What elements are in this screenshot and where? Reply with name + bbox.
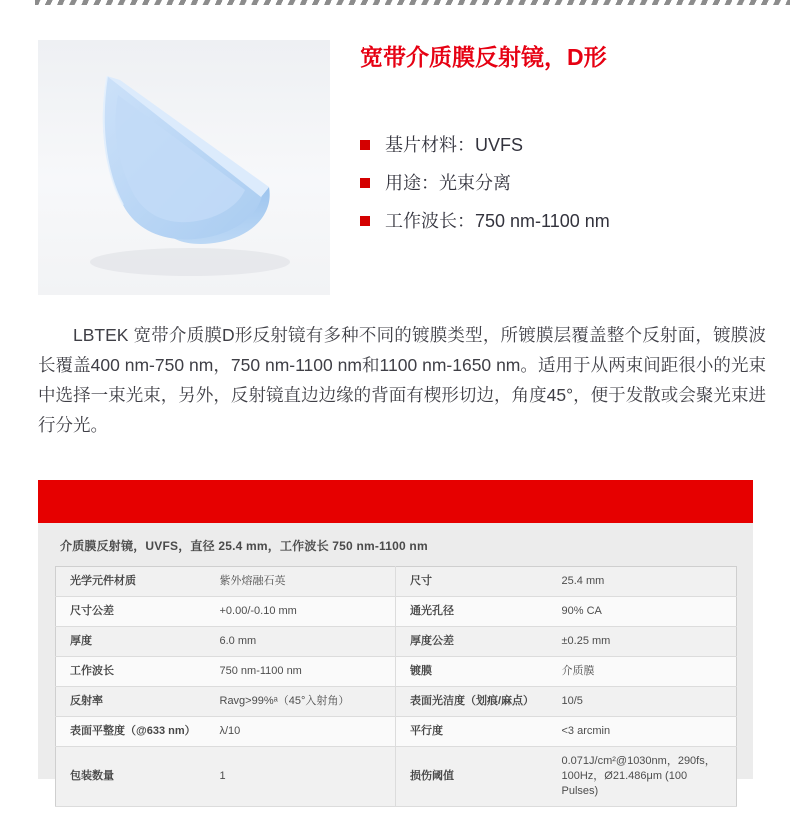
d-shaped-mirror-render: [38, 40, 330, 295]
spec-card: [38, 523, 753, 797]
list-item: [360, 209, 610, 232]
spec-label: 厚度公差: [396, 627, 548, 657]
spec-label: 工作波长: [56, 657, 206, 687]
spec-label: 反射率: [56, 687, 206, 717]
spec-value: 25.4 mm: [548, 567, 737, 597]
spec-label: 包装数量: [56, 747, 206, 807]
spec-label: 厚度: [56, 627, 206, 657]
spec-value: ±0.25 mm: [548, 627, 737, 657]
table-row: [56, 597, 737, 627]
bullet-square-icon: [360, 178, 370, 188]
spec-value: +0.00/-0.10 mm: [206, 597, 396, 627]
spec-table: [55, 566, 737, 807]
spec-value: 10/5: [548, 687, 737, 717]
product-photo: [38, 40, 330, 295]
product-description: LBTEK 宽带介质膜D形反射镜有多种不同的镀膜类型，所镀膜层覆盖整个反射面，镀膜波长覆盖400 nm-750 nm，750 nm-1100 nm和1100 nm-1650 nm。适用于从两束间距很小的光束中选择一束光束，另外，反射镜直边边缘的背面有楔形切边，角度45°，便于发散或会聚光束进行分光。: [38, 325, 766, 435]
spec-label: 损伤阈值: [396, 747, 548, 807]
hatched-divider: [35, 0, 790, 5]
list-item: [360, 171, 610, 194]
list-item: [360, 133, 610, 156]
spec-label: 通光孔径: [396, 597, 548, 627]
bullet-text: 用途：光束分离: [385, 173, 511, 193]
spec-label: 表面光洁度（划痕/麻点）: [396, 687, 548, 717]
spec-value: 0.071J/cm²@1030nm，290fs，100Hz，Ø21.486μm (100 Pulses): [548, 747, 737, 807]
table-row: [56, 627, 737, 657]
spec-value: 1: [206, 747, 396, 807]
spec-label: 平行度: [396, 717, 548, 747]
spec-value: <3 arcmin: [548, 717, 737, 747]
page-title: 宽带介质膜反射镜，D形: [360, 44, 607, 70]
spec-value: λ/10: [206, 717, 396, 747]
spec-label: 光学元件材质: [56, 567, 206, 597]
bullet-square-icon: [360, 140, 370, 150]
spec-value: 90% CA: [548, 597, 737, 627]
bullet-text: 工作波长：750 nm-1100 nm: [385, 211, 610, 231]
feature-bullet-list: [360, 133, 610, 247]
table-row: [56, 657, 737, 687]
spec-value: 介质膜: [548, 657, 737, 687]
table-row: [56, 717, 737, 747]
spec-label: 尺寸: [396, 567, 548, 597]
table-row: [56, 687, 737, 717]
spec-label: 表面平整度（@633 nm）: [56, 717, 206, 747]
spec-label: 镀膜: [396, 657, 548, 687]
bullet-square-icon: [360, 216, 370, 226]
spec-label: 尺寸公差: [56, 597, 206, 627]
table-row: [56, 747, 737, 807]
spec-table-title: 介质膜反射镜，UVFS，直径 25.4 mm，工作波长 750 nm-1100 nm: [60, 539, 428, 553]
spec-value: Ravg>99%ᵃ（45°入射角）: [206, 687, 396, 717]
section-banner: [38, 480, 753, 523]
bullet-text: 基片材料：UVFS: [385, 135, 524, 155]
spec-value: 紫外熔融石英: [206, 567, 396, 597]
spec-value: 6.0 mm: [206, 627, 396, 657]
table-row: [56, 567, 737, 597]
spec-value: 750 nm-1100 nm: [206, 657, 396, 687]
